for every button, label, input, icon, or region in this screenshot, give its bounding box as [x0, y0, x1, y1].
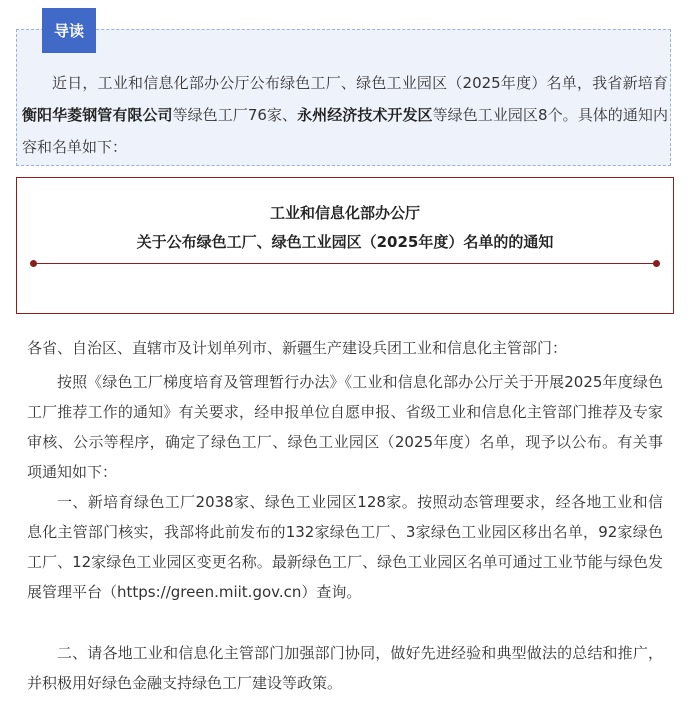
paragraph-3: 二、请各地工业和信息化主管部门加强部门协同，做好先进经验和典型做法的总结和推广，并积极用好绿色金融支持绿色工厂建设等政策。	[27, 644, 663, 692]
notice-divider	[33, 263, 657, 264]
intro-text: 近日，工业和信息化部办公厅公布绿色工厂、绿色工业园区（2025年度）名单，我省新培育衡阳华菱钢管有限公司等绿色工厂76家、永州经济技术开发区等绿色工业园区8个。具体的通知内容和名单如下：	[22, 74, 668, 156]
salutation: 各省、自治区、直辖市及计划单列市、新疆生产建设兵团工业和信息化主管部门：	[27, 339, 568, 357]
notice-title-line1: 工业和信息化部办公厅	[269, 204, 420, 222]
intro-tag: 导读	[42, 8, 96, 53]
highlight-company: 衡阳华菱钢管有限公司	[22, 106, 173, 124]
paragraph-2: 一、新培育绿色工厂2038家、绿色工业园区128家。按照动态管理要求，经各地工业和信息化主管部门核实，我部将此前发布的132家绿色工厂、3家绿色工业园区移出名单，92家绿色工厂、12家绿色工业园区变更名称。最新绿色工厂、绿色工业园区名单可通过工业节能与绿色发展管理平台（https://green.miit.gov.cn）查询。	[27, 493, 663, 601]
notice-box	[16, 177, 674, 314]
paragraph-1: 按照《绿色工厂梯度培育及管理暂行办法》《工业和信息化部办公厅关于开展2025年度绿色工厂推荐工作的通知》有关要求，经申报单位自愿申报、省级工业和信息化主管部门推荐及专家审核、公示等程序，确定了绿色工厂、绿色工业园区（2025年度）名单，现予以公布。有关事项通知如下：	[27, 373, 663, 481]
notice-title-line2: 关于公布绿色工厂、绿色工业园区（2025年度）名单的的通知	[136, 233, 554, 251]
divider-dot-left	[30, 260, 37, 267]
divider-dot-right	[653, 260, 660, 267]
highlight-zone: 永州经济技术开发区	[297, 106, 433, 124]
